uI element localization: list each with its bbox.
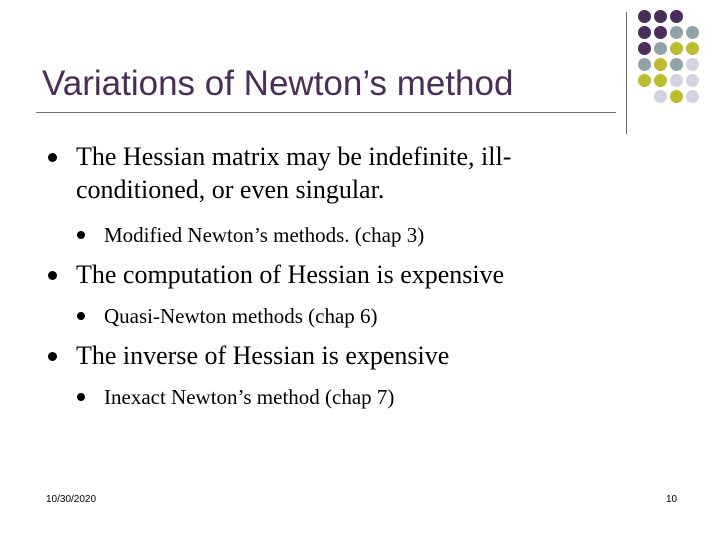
slide-title: Variations of Newton’s method [42,64,514,103]
bullet-text: Inexact Newton’s method (chap 7) [104,385,395,409]
bullet-text-continued: conditioned, or even singular. [76,175,385,204]
bullet-icon [48,352,57,361]
footer-page-number: 10 [666,494,678,505]
bullet-text: Quasi-Newton methods (chap 6) [104,304,378,328]
subbullet-item-quasi-newton [104,303,378,329]
subbullet-item-inexact-newton [104,384,394,410]
bullet-text: The computation of Hessian is expensive [76,260,505,289]
bullet-item-hessian-indefinite [76,140,616,206]
bullet-icon [77,312,85,320]
subbullet-item-modified-newton [104,222,424,248]
bullet-text: Modified Newton’s methods. (chap 3) [104,223,425,247]
bullet-item-hessian-expensive [76,258,504,291]
bullet-text: The inverse of Hessian is expensive [76,341,450,370]
bullet-text: The Hessian matrix may be indefinite, ill- [76,142,512,171]
bullet-icon [48,153,57,162]
footer-date: 10/30/2020 [46,494,97,505]
bullet-icon [48,271,57,280]
bullet-icon [77,393,85,401]
bullet-icon [77,231,85,239]
bullet-item-inverse-expensive [76,339,449,372]
